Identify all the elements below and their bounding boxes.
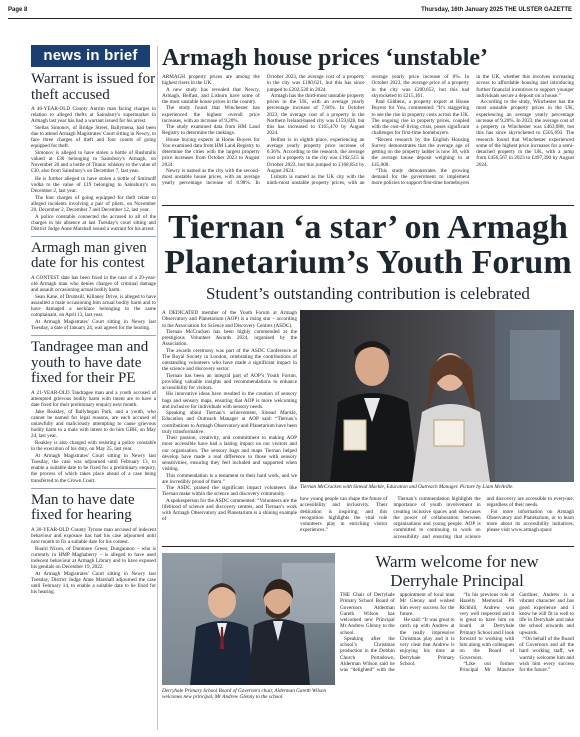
planetarium-photo: [300, 310, 574, 482]
brief-item-tandragee: [31, 335, 156, 483]
brief-paragraph: Stellas Simonov, of Bridge Street, Ballymena, had been due to attend Armagh Magistrates' Court sitting in Newry, to face three charges of theft and four counts of going equipped for theft.: [31, 125, 156, 150]
brief-paragraph: At Armagh Magistrates' Court sitting in Newry last Tuesday, the case was adjourned until February 13, to enable a suitable date to be fixed for a preliminary enquiry, the process of which takes place ahead of a case being transferred to the Crown Court.: [31, 453, 156, 484]
article-paragraph: A new study has revealed that Newry, Armagh, Belfast, and Lisburn have some of the most unstable house prices in the country.: [162, 86, 260, 105]
article-paragraph: For more information on Armagh Observatory and Planetarium, or to learn more about its accessibility initiatives, please visit www.armagh.space: [486, 508, 574, 534]
article-paragraph: Tiernan has been an integral part of AOP’s Youth Forum, providing valuable insights and recommendations to enhance accessibility for visitors.: [162, 372, 297, 391]
brief-paragraph: Boakley is also charged with resisting a police constable in the execution of his duty, on May 25, last year.: [31, 440, 156, 453]
article-paragraph: Armagh has the third-most unstable property prices in the UK, with an average yearly percentage increase of 7.66%. In October 2023, the average cost of a property in the Northern Ireland-based city was £159,828, but this has increased to £165,470 by August 2024.: [266, 92, 365, 137]
article-paragraph: ARMAGH property prices are among the highest risers in the UK.: [162, 74, 260, 87]
brief-item-hearing: [31, 488, 156, 596]
article-paragraph: According to the study, Winchester has the most unstable property prices in the UK, experiencing an average yearly percentage increase of 9.20%. In 2023, the average cost of a property in Winchester was £463,088, but this has since skyrocketed to £505,693. The research found that Winchester experienced some of the highest price increases for a semi-detached property in the UK, with a jump from £456,567 in 2023 to £497,390 by August 2024.: [476, 99, 574, 168]
brief-paragraph: A 40-YEAR-OLD County Antrim man facing charges in relation to alleged thefts at Sainsbury's supermarket in Armagh last year has had a warrant issued for his arrest.: [31, 106, 156, 125]
brief-item-contest: [31, 236, 156, 331]
article-paragraph: Newry is named as the city with the second-most unstable house prices, with an average yearly percentage increase of 8.98%. In October 2023, the average cost of a property in the city was £180,621, but this has since jumped to £202,520 in 2024.: [162, 74, 365, 187]
article-paragraph: Speaking after the school’s Christmas production in the Dobbin Church Portadown, Alderman Wilson said he was “delighted” with the appointment of local man Mr Glenny and wished him every success for the future.: [340, 592, 455, 673]
derryhale-photo-caption: Derryhale Primary School Board of Governors chair, Alderman Gareth Wilson welcomes new principal, Mr Andrew Glenny to the school.: [162, 688, 327, 701]
planetarium-body-column: [162, 310, 297, 523]
brief-paragraph: A CONTEST date has been fixed in the case of a 29-year-old Armagh man who denies charges of criminal damage and assault occasioning actual bodily harm.: [31, 274, 156, 294]
article-paragraph: “In his previous role at Hazelly Memorial PS Richhill, Andrew was very well respected and it is great to have him on board at Derryhale Primary School and I look forward to working with him along with colleagues on the Board of Governors.: [459, 592, 515, 661]
brief-paragraph: He is further alleged to have stolen a bottle of Smirnoff vodka to the value of £19 belonging to Sainsbury's on December 2, last year.: [31, 175, 156, 194]
brief-paragraph: Simonov is alleged to have stolen a bottle of Bushmills valued at £30 belonging to Sainsbury's Armagh, on November 20 and a bottle of Titanic whiskey to the value of £30, also from Sainsbury's on December 7, last year.: [31, 150, 156, 175]
section-rule: [162, 546, 574, 547]
derryhale-headline: Warm welcome for new Derryhale Principal: [375, 552, 539, 590]
article-paragraph: Belfast is in eighth place, experiencing an average yearly property price increase of 6.36%. According to the research, the average cost of a property in the city was £162,515 in October 2023, but this jumped to £168,854 by August 2024.: [266, 136, 365, 174]
brief-headline: Man to have date fixed for hearing: [31, 491, 135, 524]
article-paragraph: A spokesperson for the ASDC commented: “Volunteers are the lifeblood of science and discovery centres, and Tiernan’s work with Armagh Observatory and Planetarium is a shining example of: [162, 497, 297, 523]
article-paragraph: He said: “It was great to catch up with Andrew at the really impressive Christmas play and it is very clear that Andrew is enjoying his time at Derryhale Primary School.: [399, 617, 455, 667]
column-divider: [157, 46, 158, 730]
brief-headline: Tandragee man and youth to have date fixed for their PE: [31, 339, 149, 387]
derryhale-photo: [162, 553, 335, 685]
section-rule: [162, 205, 574, 206]
house-prices-body: [162, 74, 574, 202]
article-paragraph: House buying experts at Home Buyers for You examined data from HM Land Registry to determine the cities with the largest property price increases from October 2023 to August 2024.: [162, 136, 260, 168]
house-prices-headline: Armagh house prices ‘unstable’: [162, 45, 489, 71]
brief-paragraph: At Armagh Magistrates' Court sitting in Newry last Tuesday, District Judge Anne Marshall adjourned the case until February 14, to enable a suitable date to be fixed for his hearing.: [31, 570, 156, 596]
article-paragraph: His innovative ideas have resulted in the creation of sensory bags and sensory maps, ensuring that AOP is more welcoming and inclusive for individuals with sensory needs.: [162, 391, 297, 410]
article-paragraph: Lisburn is named as the UK city with the ninth-most unstable property prices, with an average yearly price increase of 6%. In October 2023, the average price of a property in the city was £200,052, but this had skyrocketed to £215,161.: [266, 74, 470, 187]
article-paragraph: “On behalf of the Board of Governors and all the hard working staff, we warmly welcome him and wish him every success for the future.”: [519, 635, 574, 673]
article-paragraph: “Like our former Principal Mr Maurice Gardiner, Andrew is a vibrant character and has good experience and I know he will fit in well to life in Derryhale and take the school onwards and upwards.: [459, 592, 574, 673]
school-photo-illustration: [162, 553, 335, 685]
planetarium-body-continued: [162, 520, 297, 540]
article-paragraph: A DEDICATED member of the Youth Forum at Armagh Observatory and Planetarium (AOP) is a rising star – according to the Association for Science and Discovery Centres (ASDC).: [162, 310, 297, 329]
planetarium-body-lower: [300, 496, 574, 540]
brief-paragraph: A police constable connected the accused to all of the charges in his absence at last Tuesday's court sitting and District Judge Anne Marshall issued a warrant for his arrest.: [31, 213, 156, 232]
planetarium-headline: Tiernan ‘a star’ on Armagh Planetarium’s Youth Forum: [164, 209, 572, 281]
brief-headline: Armagh man given date for his contest: [31, 239, 147, 272]
article-paragraph: Speaking about Tiernan’s achievement, Sinead Mackle, Education and Outreach Manager at AOP said: “Tiernan’s contributions to Armagh Observatory and Planetarium have been truly transformative.: [162, 410, 297, 435]
brief-paragraph: Sean Kane, of Drumsill, Killaney Drive, is alleged to have assaulted a male occasioning him actual bodily harm and to have damaged a necklace belonging to the same complainant, on April 13, last year.: [31, 294, 156, 319]
article-paragraph: The awards ceremony was part of the ASDC Conference at The Royal Society in London, celebrating the contributions of outstanding volunteers who have made a significant impact in the science and discovery sector.: [162, 347, 297, 373]
article-paragraph: The ASDC praised the significant impact volunteers like Tiernan make within the science and discovery community.: [162, 485, 297, 498]
page-number: Page 8: [8, 7, 28, 13]
brief-paragraph: A 21-YEAR-OLD Tandragee man and a youth accused of attempted grievous bodily harm with intent are to have a date fixed for their preliminary enquiry next month.: [31, 389, 156, 408]
article-paragraph: Their passion, creativity, and commitment to making AOP more accessible have had a lasting impact on our visitors and our organisation. The sensory bags and maps Tiernan helped develop have made a real difference to those with sensory sensitivities, ensuring they feel included and supported when visiting.: [162, 435, 297, 473]
award-photo-illustration: [300, 310, 574, 482]
news-in-brief-column: [31, 72, 156, 730]
article-paragraph: The study found that Winchester has experienced the highest overall price increases, with an increase of 9.20%.: [162, 105, 260, 124]
derryhale-body: [340, 592, 574, 730]
article-paragraph: Tiernan McCracken has been highly commended at the prestigious Volunteer Awards 2024, organised by the Association.: [162, 328, 297, 348]
brief-headline: Warrant is issued for theft accused: [31, 71, 156, 103]
article-paragraph: This commendation is a testament to their hard work, and we are incredibly proud of them.”: [162, 472, 297, 485]
brief-paragraph: Jake Boakley, of Ballyhegan Park, and a youth, who cannot be named for legal reasons, are each accused of unlawfully and maliciously attempting to cause grievous bodily harm to a male with intent to do him GBH, on May 24, last year.: [31, 409, 156, 440]
article-paragraph: Paul Gibbens, a property expert at House Buyers for You, commented: “It’s staggering to see the rise in property costs across the UK. The ongoing rise in property prices, coupled with the cost-of-living crisis, poses significant challenges for first-time homebuyers.: [371, 99, 470, 137]
article-paragraph: how young people can shape the future of accessibility and inclusivity. Their dedication is inspiring, and this recognition highlights the vital role volunteers play in enriching visitor experiences.”: [300, 496, 388, 534]
news-in-brief-banner: news in brief: [31, 45, 150, 67]
article-paragraph: THE Chair of Derryhale Primary School Board of Governors Alderman Gareth Wilson has welcomed new Principal Mr Andrew Glenny to the school.: [340, 592, 395, 636]
brief-paragraph: The four charges of going equipped for theft relate to alleged incidents involving a pair of pliers, on November 20, December 2, December 7 and December 12, last year.: [31, 194, 156, 213]
article-paragraph: “Recent research by the English Housing Survey demonstrates that the average age of getting on the property ladder is now 30, with the average house deposit weighing in at £45,000.: [371, 136, 470, 168]
brief-item-warrant: [31, 72, 156, 232]
planetarium-photo-caption: Tiernan McCracken with Sinead Mackle, Education and Outreach Manager. Picture by Liam McArdle.: [300, 484, 514, 490]
issue-date: Thursday, 16th January 2025 THE ULSTER GAZETTE: [421, 7, 572, 13]
brief-paragraph: At Armagh Magistrates' Court sitting in Newry last Tuesday, a date of January 24, was agreed for the hearing.: [31, 319, 156, 332]
article-paragraph: “This study demonstrates the growing demand for the government to implement more policies to support first-time homebuyers in the UK, whether this involves increasing access to affordable housing and introducing further financial incentives to support younger individuals secure a deposit on a house.”: [371, 74, 574, 187]
planetarium-subheadline: Student’s outstanding contribution is celebrated: [206, 284, 530, 303]
article-paragraph: The study examined data from HM Land Registry to determine the rankings.: [162, 124, 260, 137]
brief-paragraph: Ruairi Nixon, of Dunmore Green, Dungannon – who is currently in HMP Maghaberry – is alleged to have used indecent behaviour at Armagh Library and to have exposed his genitals on December 19, 2022.: [31, 545, 156, 570]
article-paragraph: Tiernan’s commendation highlights the importance of youth involvement in creating inclusive spaces and showcases the power of collaboration between organisations and young people. AOP is committed to continuing to work on accessibility and ensuring that science and discovery are accessible to everyone, regardless of their needs.: [393, 496, 574, 540]
page-masthead: [8, 4, 572, 19]
brief-paragraph: A 30-YEAR-OLD County Tyrone man accused of indecent behaviour and exposure has had his case adjourned until next month to fix a suitable date for his contest.: [31, 526, 156, 545]
